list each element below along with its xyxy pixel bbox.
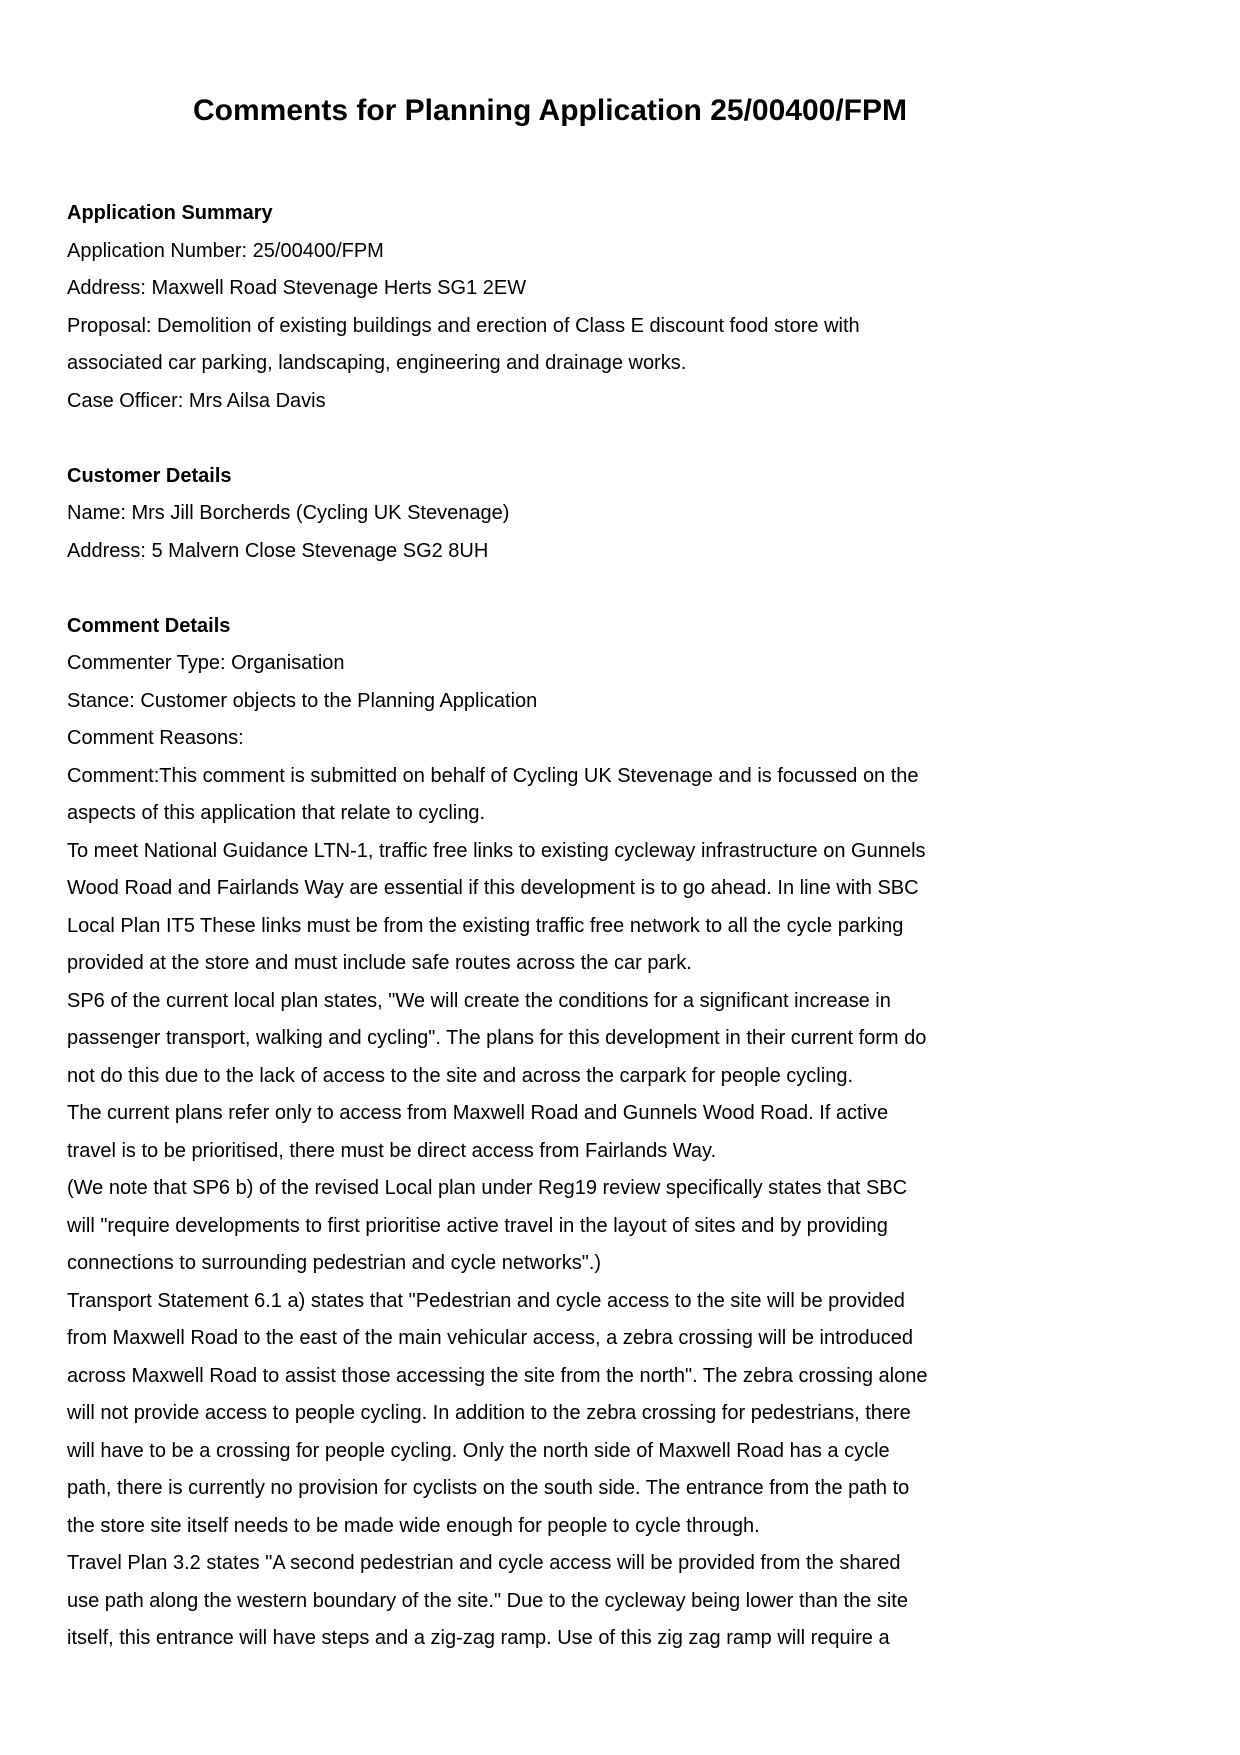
section-application-summary (67, 195, 1033, 420)
document-line: connections to surrounding pedestrian and cycle networks".) (67, 1252, 602, 1274)
section-comment-details (67, 608, 1033, 1658)
document-line: will "require developments to first prioritise active travel in the layout of sites and by providing (67, 1214, 888, 1237)
document-line: passenger transport, walking and cycling". The plans for this development in their current form do (67, 1027, 927, 1049)
document-line: (We note that SP6 b) of the revised Local plan under Reg19 review specifically states that SBC (67, 1177, 908, 1199)
document-line: To meet National Guidance LTN-1, traffic free links to existing cycleway infrastructure on Gunnels (67, 839, 926, 862)
document-line: provided at the store and must include safe routes across the car park. (67, 952, 692, 974)
document-line: associated car parking, landscaping, engineering and drainage works. (67, 352, 687, 374)
comment-details-heading: Comment Details (67, 614, 231, 637)
document-line: travel is to be prioritised, there must be direct access from Fairlands Way. (67, 1139, 717, 1162)
document-line: the store site itself needs to be made wide enough for people to cycle through. (67, 1514, 760, 1537)
comment-details-lines (67, 645, 1033, 1658)
document-line: The current plans refer only to access from Maxwell Road and Gunnels Wood Road. If active (67, 1102, 889, 1124)
document-line: itself, this entrance will have steps and a zig-zag ramp. Use of this zig zag ramp will require a (67, 1627, 890, 1649)
document-line: Wood Road and Fairlands Way are essential if this development is to go ahead. In line with SBC (67, 877, 919, 899)
document-line: Case Officer: Mrs Ailsa Davis (67, 389, 326, 412)
document-line: aspects of this application that relate to cycling. (67, 802, 486, 824)
document-line: Travel Plan 3.2 states "A second pedestrian and cycle access will be provided from the shared (67, 1552, 901, 1574)
customer-details-lines (67, 495, 1033, 570)
document-line: Application Number: 25/00400/FPM (67, 239, 384, 262)
document-line: Name: Mrs Jill Borcherds (Cycling UK Stevenage) (67, 502, 510, 524)
document-title: Comments for Planning Application 25/00400/FPM (192, 94, 908, 127)
document-line: SP6 of the current local plan states, "We will create the conditions for a significant increase in (67, 989, 891, 1012)
document-line: path, there is currently no provision for cyclists on the south side. The entrance from the path to (67, 1477, 910, 1499)
document-line: Commenter Type: Organisation (67, 652, 345, 674)
document-line: Comment Reasons: (67, 727, 244, 749)
application-summary-lines (67, 233, 1033, 421)
document-line: Transport Statement 6.1 a) states that "Pedestrian and cycle access to the site will be provided (67, 1289, 905, 1312)
document-line: Stance: Customer objects to the Planning Application (67, 689, 538, 712)
document-line: Address: 5 Malvern Close Stevenage SG2 8UH (67, 539, 489, 562)
document-line: from Maxwell Road to the east of the main vehicular access, a zebra crossing will be introduced (67, 1327, 913, 1349)
document-line: will not provide access to people cycling. In addition to the zebra crossing for pedestrians, there (67, 1402, 911, 1424)
document-line: Comment:This comment is submitted on behalf of Cycling UK Stevenage and is focussed on the (67, 764, 919, 787)
document-line: across Maxwell Road to assist those accessing the site from the north". The zebra crossing alone (67, 1364, 928, 1387)
document-line: use path along the western boundary of the site." Due to the cycleway being lower than the site (67, 1589, 908, 1612)
document-line: will have to be a crossing for people cycling. Only the north side of Maxwell Road has a cycle (67, 1439, 890, 1462)
application-summary-heading: Application Summary (67, 202, 273, 224)
customer-details-heading: Customer Details (67, 464, 232, 487)
document-line: Local Plan IT5 These links must be from the existing traffic free network to all the cycle parking (67, 914, 904, 937)
document-line: Address: Maxwell Road Stevenage Herts SG1 2EW (67, 277, 527, 299)
document-line: Proposal: Demolition of existing buildings and erection of Class E discount food store with (67, 314, 860, 337)
document-line: not do this due to the lack of access to the site and across the carpark for people cycling. (67, 1064, 853, 1087)
section-customer-details (67, 458, 1033, 571)
